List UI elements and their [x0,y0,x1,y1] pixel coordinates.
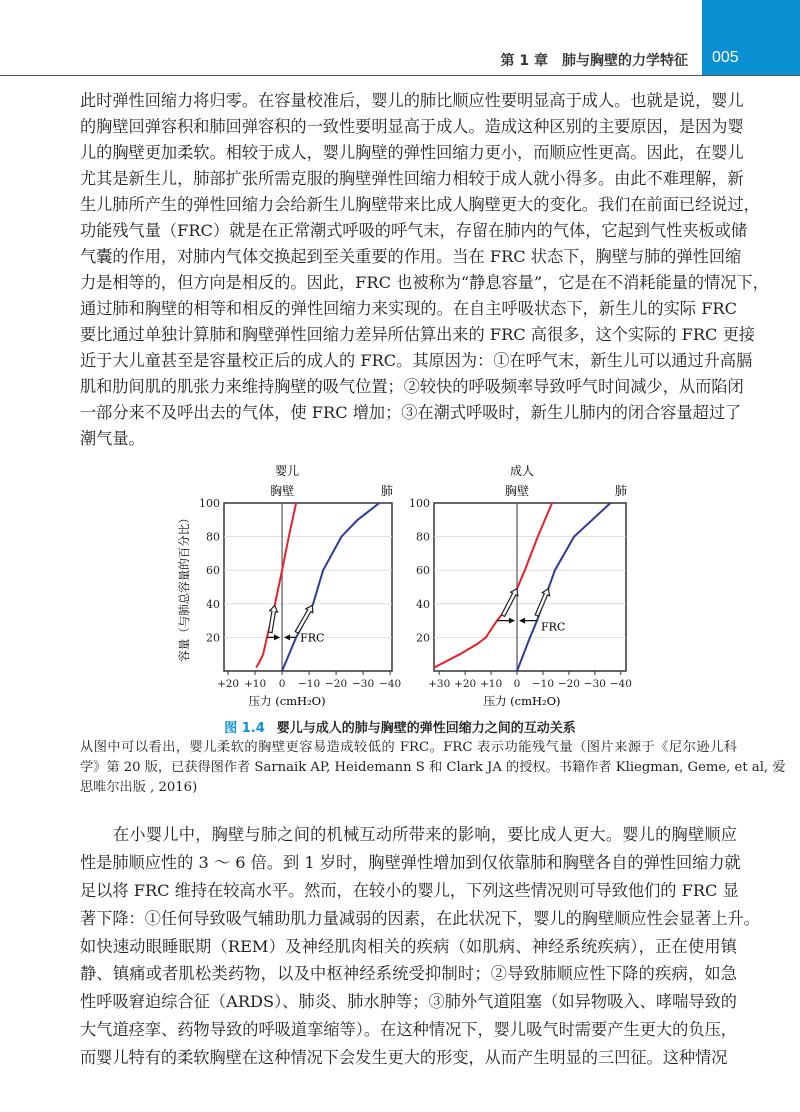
text-line: 功能残气量（FRC）就是在正常潮式呼吸的呼气末，存留在肺内的气体，它起到气性夹板或储 [80,221,748,240]
paragraph-1 [80,88,769,452]
y-tick-label: 100 [199,497,220,510]
x-axis-label: 压力 (cmH₂O) [483,694,561,708]
text-line: 如快速动眼睡眠期（REM）及神经肌肉相关的疾病（如肌病、神经系统疾病），正在使用镇 [80,936,737,956]
text-line: 力是相等的，但方向是相反的。因此，FRC 也被称为“静息容量”，它是在不消耗能量的情况下， [80,273,769,292]
paragraph-2 [80,821,760,1072]
x-tick-label: +10 [243,678,267,690]
x-tick-label: −30 [352,678,375,690]
text-line: 一部分来不及呼出去的气体，使 FRC 增加；③在潮式呼吸时，新生儿肺内的闭合容量超过了 [80,403,742,422]
text-line: 此时弹性回缩力将归零。在容量校准后，婴儿的肺比顺应性要明显高于成人。也就是说，婴儿 [80,91,744,110]
text-line: 气囊的作用，对肺内气体交换起到至关重要的作用。当在 FRC 状态下，胸壁与肺的弹性回缩 [80,247,742,266]
text-line: 静、镇痛或者肌松类药物，以及中枢神经系统受抑制时；②导致肺顺应性下降的疾病，如急 [80,964,737,984]
y-tick-label: 80 [206,530,220,544]
lung-label: 肺 [380,484,394,498]
text-line: 学》第 20 版，已获得图作者 Sarnaik AP, Heidemann S 和 Clark JA 的授权。书籍作者 Kliegman, Geme, et al, 爱 [80,760,786,775]
text-line: 儿的胸壁更加柔软。相较于成人，婴儿胸壁的弹性回缩力更小，而顺应性更高。因此，在婴儿 [80,143,744,162]
text-line: 的胸壁回弹容积和肺回弹容积的一致性要明显高于成人。造成这种区别的主要原因，是因为婴 [80,117,744,136]
x-tick-label: +20 [216,678,240,690]
x-tick-label: −10 [297,678,321,690]
frc-label: FRC [541,620,566,634]
x-tick-label: −20 [325,678,348,690]
chest-wall-label: 胸壁 [505,484,530,498]
text-line: 生儿肺所产生的弹性回缩力会给新生儿胸壁带来比成人胸壁更大的变化。我们在前面已经说过， [80,195,760,214]
x-tick-label: −10 [531,678,555,690]
panel-title: 婴儿 [275,464,300,478]
x-tick-label: −20 [557,678,581,690]
text-line: 潮气量。 [80,429,145,448]
y-axis-label: 容量（与肺总容量的百分比） [177,512,191,662]
text-line: 在小婴儿中，胸壁与肺之间的机械互动所带来的影响，要比成人更大。婴儿的胸壁顺应 [113,825,737,844]
y-tick-label: 20 [206,631,220,645]
text-line: 从图中可以看出，婴儿柔软的胸壁更容易造成较低的 FRC。FRC 表示功能残气量（图片来源于《尼尔逊儿科 [80,740,737,755]
y-tick-label: 80 [416,530,430,544]
text-line: 著下降：①任何导致吸气辅助肌力量减弱的因素，在此状况下，婴儿的胸壁顺应性会显著上升。 [80,908,760,928]
x-tick-label: −30 [583,678,606,690]
x-tick-label: +20 [454,678,477,690]
plot-frame [434,503,626,671]
text-line: 而婴儿特有的柔软胸壁在这种情况下会发生更大的形变，从而产生明显的三凹征。这种情况 [80,1048,728,1068]
figure-number: 图 1.4 [224,721,265,736]
running-header-title: 第 1 章 肺与胸壁的力学特征 [500,53,688,69]
lung-label: 肺 [614,484,628,498]
plot-frame [224,503,392,671]
figure-chart [160,460,640,720]
figure-caption-body [80,738,786,798]
x-tick-label: 0 [513,678,521,690]
text-line: 足以将 FRC 维持在较高水平。然而，在较小的婴儿，下列这些情况则可导致他们的 FRC 显 [80,880,739,900]
text-line: 尤其是新生儿，肺部扩张所需克服的胸壁弹性回缩力相较于成人就小得多。由此不难理解，新 [80,169,744,188]
header-rule [0,75,800,76]
text-line: 通过肺和胸壁的相等和相反的弹性回缩力来实现的。在自主呼吸状态下，新生儿的实际 FRC [80,299,737,318]
y-tick-label: 20 [416,631,430,645]
y-tick-label: 60 [206,564,220,578]
x-tick-label: +10 [479,678,503,690]
y-tick-label: 60 [416,564,430,578]
figure-caption-title [0,717,800,736]
text-line: 思唯尔出版 , 2016) [80,780,198,795]
x-tick-label: 0 [278,678,286,690]
page-number: 005 [712,49,739,66]
y-tick-label: 40 [416,597,430,611]
page-number-box [702,0,800,75]
y-tick-label: 100 [409,497,430,510]
x-axis-label: 压力 (cmH₂O) [248,694,326,708]
y-tick-label: 40 [206,597,220,611]
text-line: 近于大儿童甚至是容量校正后的成人的 FRC。其原因为：①在呼气末，新生儿可以通过升高膈 [80,351,753,370]
x-tick-label: −40 [379,678,402,690]
text-line: 要比通过单独计算肺和胸壁弹性回缩力差异所估算出来的 FRC 高很多，这个实际的 FRC 更接 [80,325,755,344]
text-line: 性是肺顺应性的 3 ～ 6 倍。到 1 岁时，胸壁弹性增加到仅依靠肺和胸壁各自的弹性回缩力就 [80,852,741,872]
text-line: 性呼吸窘迫综合征（ARDS）、肺炎、肺水肿等；③肺外气道阻塞（如异物吸入、哮喘导致的 [80,992,737,1012]
panel-title: 成人 [510,464,535,478]
text-line: 大气道痉挛、药物导致的呼吸道挛缩等）。在这种情况下，婴儿吸气时需要产生更大的负压， [80,1020,737,1040]
text-line: 肌和肋间肌的肌张力来维持胸壁的吸气位置；②较快的呼吸频率导致呼气时间减少，从而陷闭 [80,377,744,396]
frc-label: FRC [300,631,325,645]
chest-wall-label: 胸壁 [270,484,295,498]
x-tick-label: +30 [428,678,451,690]
figure-title: 婴儿与成人的肺与胸壁的弹性回缩力之间的互动关系 [276,721,576,736]
x-tick-label: −40 [609,678,632,690]
